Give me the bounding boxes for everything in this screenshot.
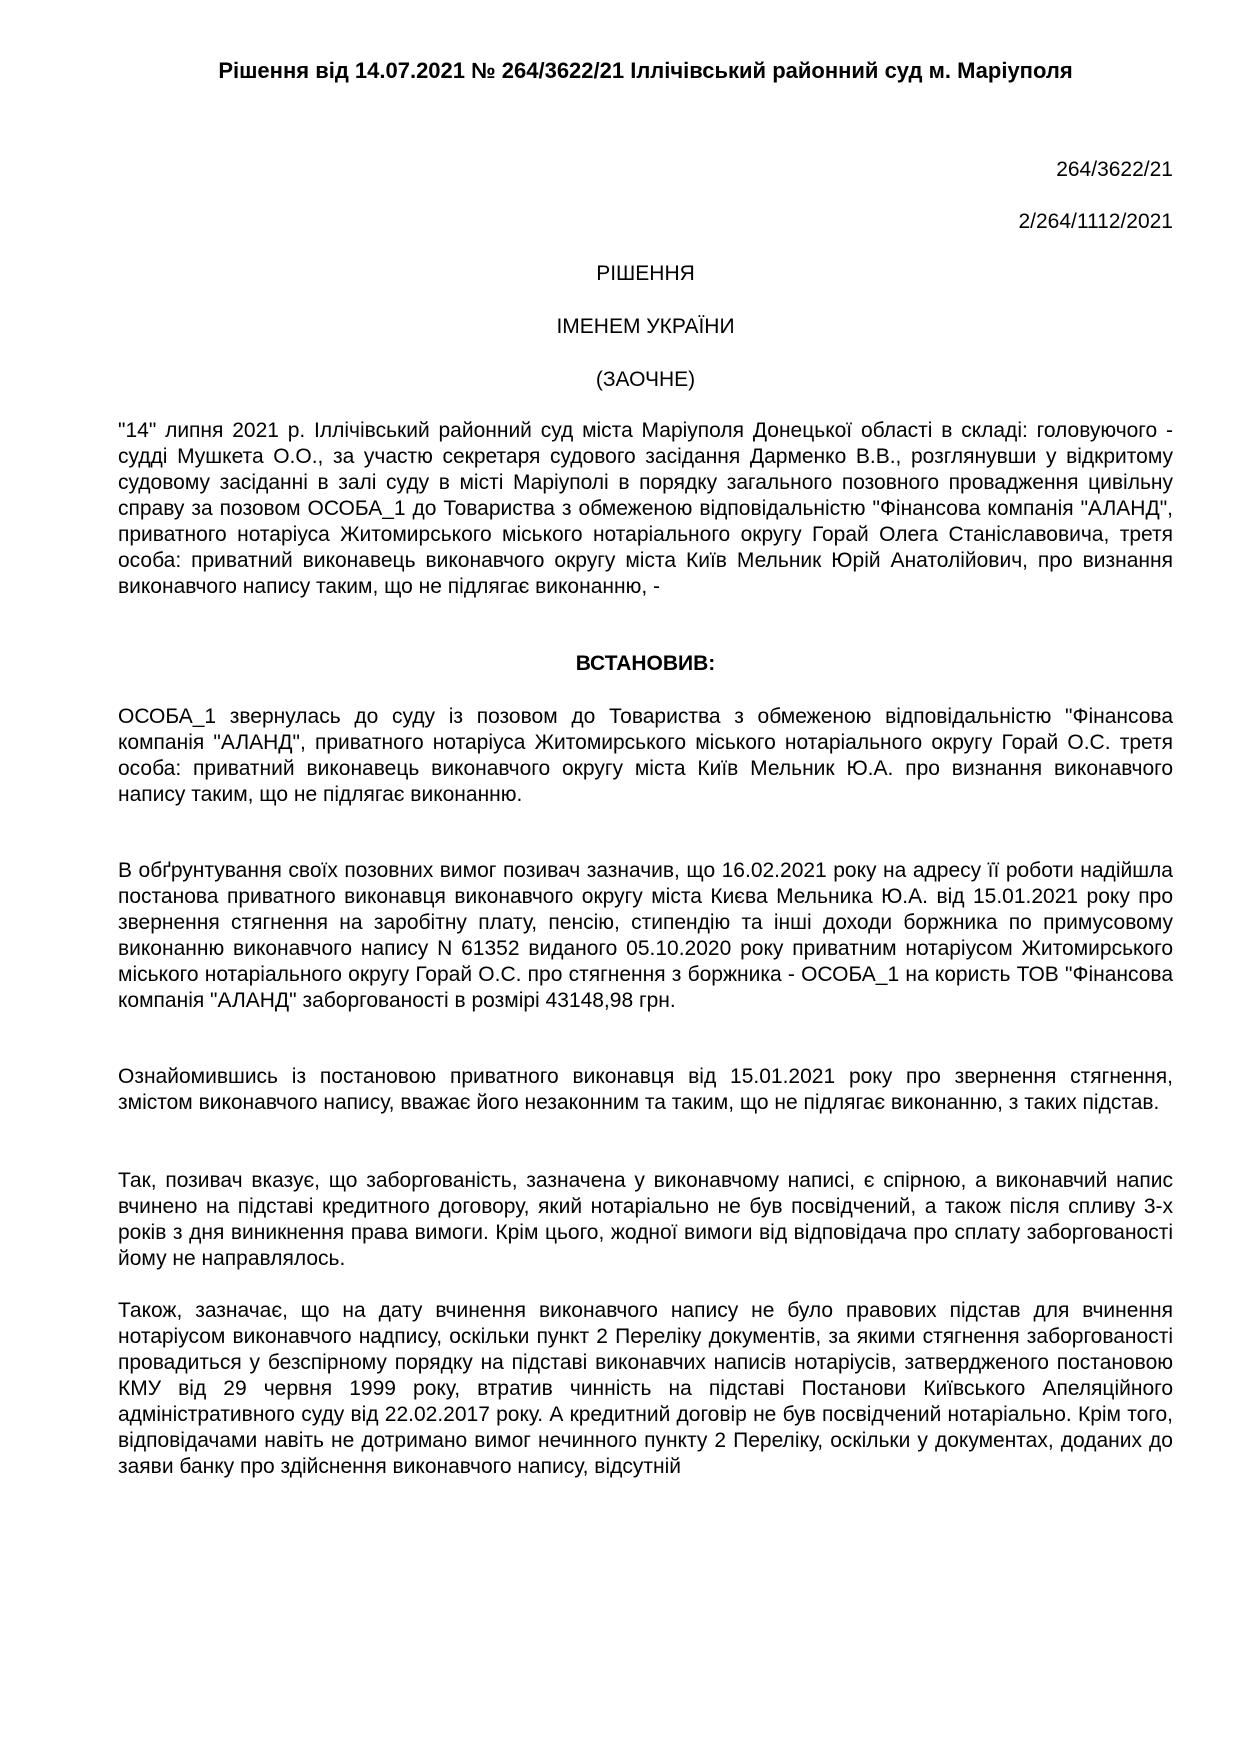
proceeding-number: 2/264/1112/2021 (1018, 210, 1173, 233)
heading-in-absentia: (ЗАОЧНЕ) (595, 368, 696, 391)
heading-name-of-ukraine: ІМЕНЕМ УКРАЇНИ (556, 315, 735, 338)
paragraph-legal-basis: Також, зазначає, що на дату вчинення виконавчого напису не було правових підстав для вчинення нотаріусом виконавчого надпису, оскільки пункт 2 Переліку документів, за якими стягнення заборгованості провадиться у безспірному порядку на підставі виконавчих написів нотаріусів, затвердженого постановою КМУ від 29 червня 1999 року, втратив чинність на підставі Постанови Київського Апеляційного адміністративного суду від 22.02.2017 року. А кредитний договір не був посвідчений нотаріально. Крім того, відповідачами навіть не дотримано вимог нечинного пункту 2 Переліку, оскільки у документах, доданих до заяви банку про здійснення виконавчого напису, відсутній (118, 1299, 1173, 1478)
paragraph-review: Ознайомившись із постановою приватного виконавця від 15.01.2021 року про звернення стягнення, змістом виконавчого напису, вважає його незаконним та таким, що не підлягає виконанню, з таких підстав. (118, 1065, 1173, 1114)
paragraph-dispute: Так, позивач вказує, що заборгованість, зазначена у виконавчому написі, є спірною, а виконавчий напис вчинено на підставі кредитного договору, який нотаріально не був посвідчений, а також після спливу 3-х років з дня виникнення права вимоги. Крім цього, жодної вимоги від відповідача про сплату заборгованості йому не направлялось. (118, 1169, 1173, 1270)
paragraph-claim: ОСОБА_1 звернулась до суду із позовом до Товариства з обмеженою відповідальністю "Фінансова компанія "АЛАНД", приватного нотаріуса Житомирського міського нотаріального округу Горай О.С. третя особа: приватний виконавець виконавчого округу міста Київ Мельник Ю.А. про визнання виконавчого напису таким, що не підлягає виконанню. (118, 705, 1173, 806)
document-title: Рішення від 14.07.2021 № 264/3622/21 Іллічівський районний суд м. Маріуполя (218, 58, 1073, 83)
paragraph-grounds: В обґрунтування своїх позовних вимог позивач зазначив, що 16.02.2021 року на адресу її роботи надійшла постанова приватного виконавця виконавчого округу міста Києва Мельника Ю.А. від 15.01.2021 року про звернення стягнення на заробітну плату, пенсію, стипендію та інші доходи боржника по примусовому виконанню виконавчого напису N 61352 виданого 05.10.2020 року приватним нотаріусом Житомирського міського нотаріального округу Горай О.С. про стягнення з боржника - ОСОБА_1 на користь ТОВ "Фінансова компанія "АЛАНД" заборгованості в розмірі 43148,98 грн. (118, 859, 1173, 1012)
case-number: 264/3622/21 (1056, 158, 1173, 181)
section-established: ВСТАНОВИВ: (575, 652, 716, 675)
intro-paragraph: "14" липня 2021 р. Іллічівський районний суд міста Маріуполя Донецької області в складі: головуючого - судді Мушкета О.О., за участю секретаря судового засідання Дарменко В.В., розглянувши у відкритому судовому засіданні в залі суду в місті Маріуполі в порядку загального позовного провадження цивільну справу за позовом ОСОБА_1 до Товариства з обмеженою відповідальністю "Фінансова компанія "АЛАНД", приватного нотаріуса Житомирського міського нотаріального округу Горай Олега Станіславовича, третя особа: приватний виконавець виконавчого округу міста Київ Мельник Юрій Анатолійович, про визнання виконавчого напису таким, що не підлягає виконанню, - (118, 419, 1173, 598)
heading-decision: РІШЕННЯ (596, 262, 695, 285)
